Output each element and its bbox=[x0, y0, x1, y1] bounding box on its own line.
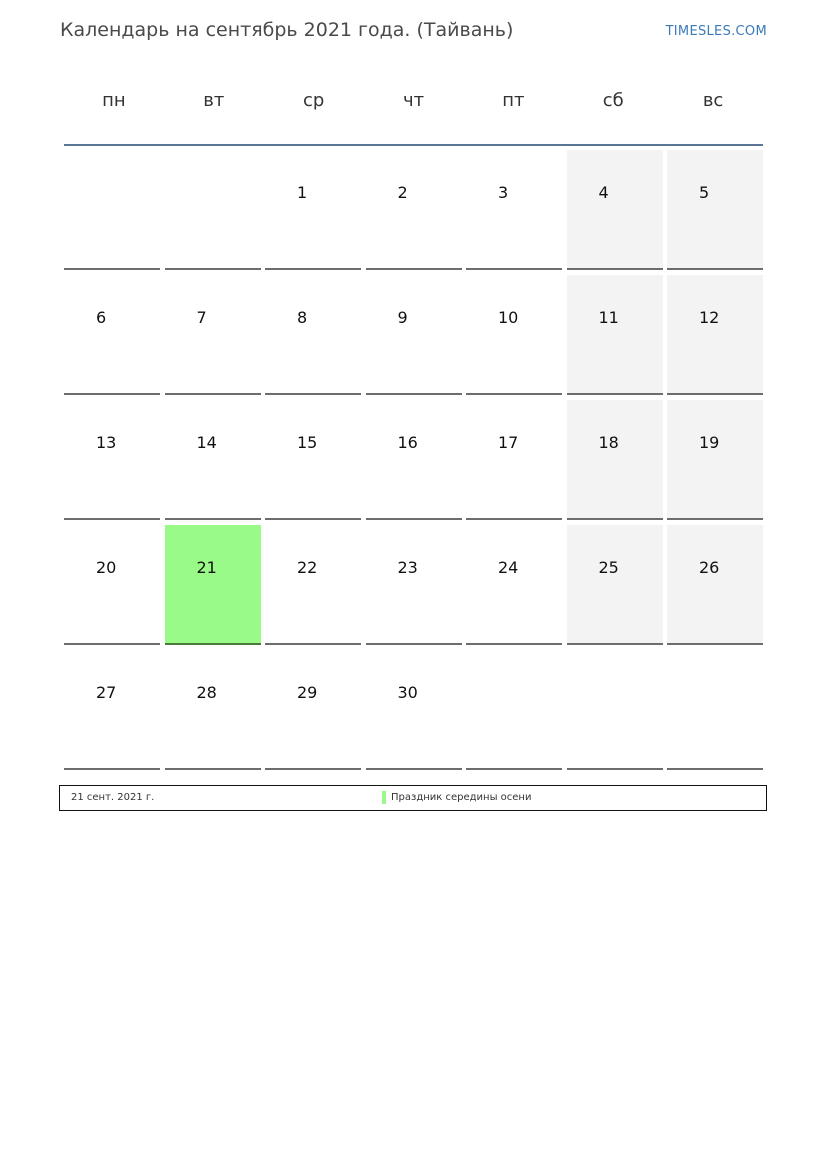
day-number: 28 bbox=[196, 683, 217, 702]
day-cell bbox=[366, 400, 462, 520]
day-number: 13 bbox=[96, 433, 117, 452]
weekday-label: пт bbox=[502, 90, 525, 111]
day-cell bbox=[466, 150, 562, 270]
holiday-legend bbox=[59, 785, 767, 811]
day-cell bbox=[64, 525, 160, 645]
weekday-label: вт bbox=[203, 90, 225, 111]
day-cell bbox=[466, 525, 562, 645]
weekday-label: чт bbox=[402, 90, 425, 111]
day-cell bbox=[466, 275, 562, 395]
day-cell bbox=[64, 150, 160, 270]
day-cell bbox=[165, 400, 261, 520]
day-cell bbox=[567, 400, 663, 520]
page-title: Календарь на сентябрь 2021 года. (Тайвань) bbox=[60, 19, 514, 41]
day-cell bbox=[366, 150, 462, 270]
calendar-grid bbox=[64, 150, 763, 770]
day-number: 12 bbox=[699, 308, 720, 327]
day-number: 20 bbox=[96, 558, 117, 577]
weekday-header bbox=[64, 90, 763, 146]
day-cell bbox=[64, 275, 160, 395]
day-number: 7 bbox=[196, 308, 207, 327]
day-number: 15 bbox=[297, 433, 318, 452]
day-number: 11 bbox=[598, 308, 619, 327]
day-cell bbox=[466, 400, 562, 520]
legend-holiday-name: Праздник середины осени bbox=[391, 792, 532, 803]
day-cell bbox=[265, 650, 361, 770]
day-cell bbox=[165, 150, 261, 270]
day-number: 8 bbox=[297, 308, 308, 327]
day-number: 10 bbox=[498, 308, 519, 327]
day-cell bbox=[466, 650, 562, 770]
day-cell bbox=[667, 275, 763, 395]
day-number: 26 bbox=[699, 558, 720, 577]
day-cell bbox=[366, 275, 462, 395]
day-number: 14 bbox=[196, 433, 217, 452]
day-cell bbox=[667, 525, 763, 645]
day-cell bbox=[567, 650, 663, 770]
legend-color-swatch bbox=[382, 791, 386, 804]
day-number: 6 bbox=[96, 308, 107, 327]
day-cell bbox=[265, 150, 361, 270]
day-cell bbox=[165, 650, 261, 770]
day-cell bbox=[64, 650, 160, 770]
site-link[interactable]: TIMESLES.COM bbox=[665, 24, 767, 39]
day-cell bbox=[265, 525, 361, 645]
day-cell bbox=[64, 400, 160, 520]
day-number: 9 bbox=[397, 308, 408, 327]
day-cell bbox=[667, 150, 763, 270]
day-number: 16 bbox=[397, 433, 418, 452]
day-number: 3 bbox=[498, 183, 509, 202]
day-number: 30 bbox=[397, 683, 418, 702]
day-number: 29 bbox=[297, 683, 318, 702]
day-cell bbox=[265, 400, 361, 520]
day-number: 5 bbox=[699, 183, 710, 202]
day-cell bbox=[165, 275, 261, 395]
day-number: 24 bbox=[498, 558, 519, 577]
day-cell bbox=[567, 275, 663, 395]
day-cell bbox=[366, 650, 462, 770]
day-number: 17 bbox=[498, 433, 519, 452]
day-cell bbox=[567, 525, 663, 645]
day-cell bbox=[366, 525, 462, 645]
day-number: 21 bbox=[196, 558, 217, 577]
day-number: 25 bbox=[598, 558, 619, 577]
day-number: 22 bbox=[297, 558, 318, 577]
day-cell bbox=[165, 525, 261, 645]
day-number: 19 bbox=[699, 433, 720, 452]
day-cell bbox=[567, 150, 663, 270]
day-number: 1 bbox=[297, 183, 308, 202]
day-cell bbox=[265, 275, 361, 395]
weekday-label: пн bbox=[102, 90, 126, 111]
day-number: 27 bbox=[96, 683, 117, 702]
day-number: 18 bbox=[598, 433, 619, 452]
day-number: 2 bbox=[397, 183, 408, 202]
day-cell bbox=[667, 400, 763, 520]
weekday-label: ср bbox=[302, 90, 325, 111]
legend-date: 21 сент. 2021 г. bbox=[71, 792, 155, 803]
weekday-label: сб bbox=[602, 90, 624, 111]
weekday-label: вс bbox=[702, 90, 724, 111]
day-number: 4 bbox=[598, 183, 609, 202]
day-cell bbox=[667, 650, 763, 770]
day-number: 23 bbox=[397, 558, 418, 577]
